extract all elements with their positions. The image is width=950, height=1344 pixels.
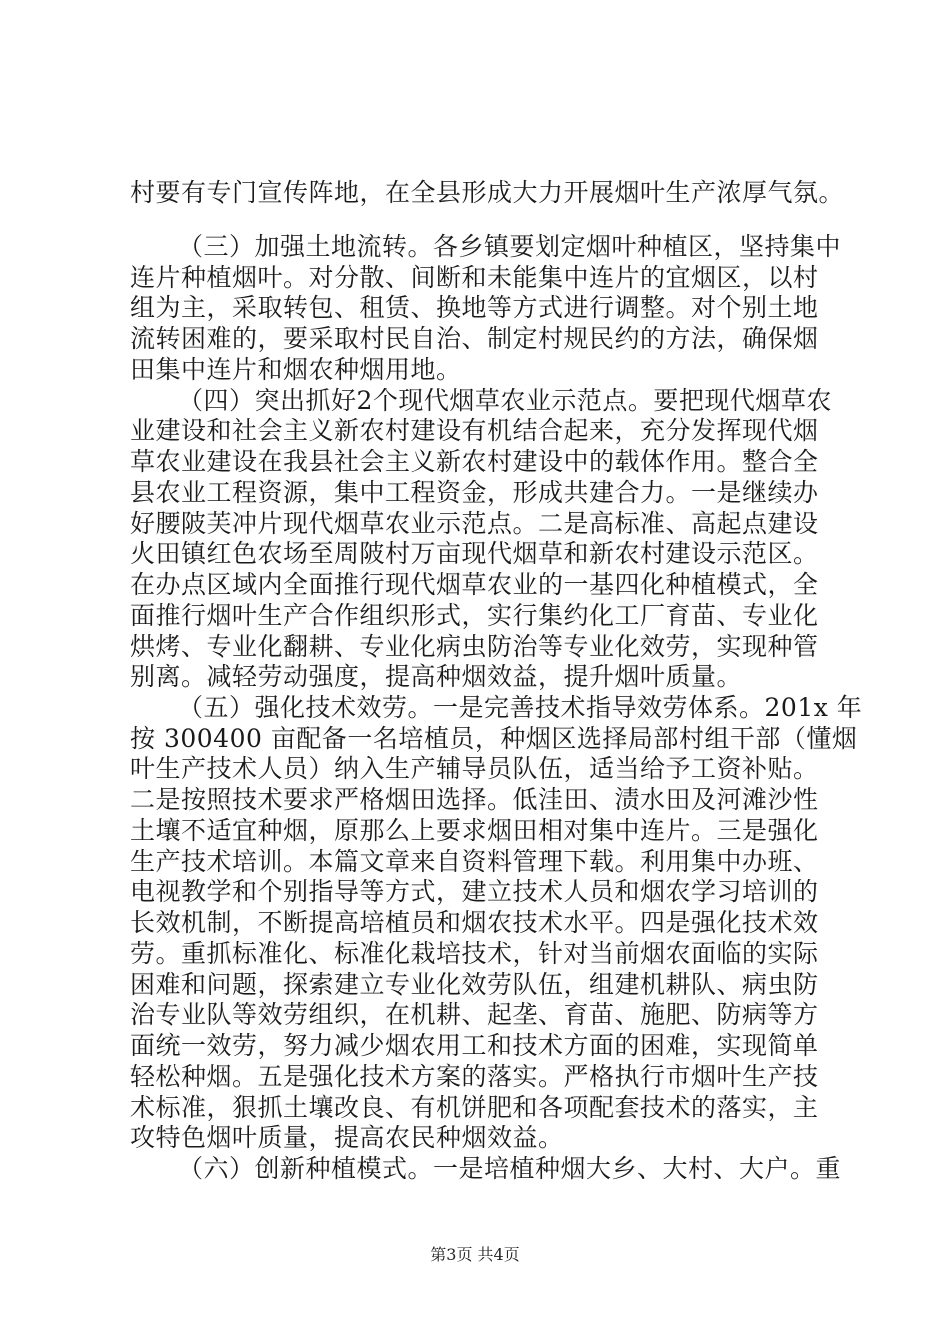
text-line: （六）创新种植模式。一是培植种烟大乡、大村、大户。重: [178, 1154, 842, 1183]
page-number-footer: 第3页 共4页: [430, 1245, 520, 1264]
text-line: 在办点区域内全面推行现代烟草农业的一基四化种植模式，全: [130, 570, 819, 599]
text-line: 别离。减轻劳动强度，提高种烟效益，提升烟叶质量。: [130, 662, 743, 691]
text-line: 县农业工程资源，集中工程资金，形成共建合力。一是继续办: [130, 478, 819, 507]
text-line: 攻特色烟叶质量，提高农民种烟效益。: [130, 1123, 564, 1152]
text-line: 土壤不适宜种烟，原那么上要求烟田相对集中连片。三是强化: [130, 816, 819, 845]
text-line: 火田镇红色农场至周陂村万亩现代烟草和新农村建设示范区。: [130, 539, 819, 568]
text-line: （五）强化技术效劳。一是完善技术指导效劳体系。201x 年: [178, 693, 863, 722]
text-line: 村要有专门宣传阵地，在全县形成大力开展烟叶生产浓厚气氛。: [130, 178, 845, 207]
text-line: 流转困难的，要采取村民自治、制定村规民约的方法，确保烟: [130, 324, 819, 353]
text-line: 治专业队等效劳组织，在机耕、起垄、育苗、施肥、防病等方: [130, 1000, 819, 1029]
text-line: 电视教学和个别指导等方式，建立技术人员和烟农学习培训的: [130, 877, 819, 906]
text-line: （三）加强土地流转。各乡镇要划定烟叶种植区，坚持集中: [178, 232, 842, 261]
text-line: 面推行烟叶生产合作组织形式，实行集约化工厂育苗、专业化: [130, 601, 819, 630]
text-line: 面统一效劳，努力减少烟农用工和技术方面的困难，实现简单: [130, 1031, 819, 1060]
text-line: 业建设和社会主义新农村建设有机结合起来，充分发挥现代烟: [130, 416, 819, 445]
text-line: 术标准，狠抓土壤改良、有机饼肥和各项配套技术的落实，主: [130, 1093, 819, 1122]
text-line: 长效机制，不断提高培植员和烟农技术水平。四是强化技术效: [130, 908, 819, 937]
text-line: 按 300400 亩配备一名培植员，种烟区选择局部村组干部（懂烟: [130, 724, 858, 753]
text-line: 劳。重抓标准化、标准化栽培技术，针对当前烟农面临的实际: [130, 939, 819, 968]
text-line: 烘烤、专业化翻耕、专业化病虫防治等专业化效劳，实现种管: [130, 632, 819, 661]
text-line: 困难和问题，探索建立专业化效劳队伍，组建机耕队、病虫防: [130, 970, 819, 999]
text-line: 二是按照技术要求严格烟田选择。低洼田、渍水田及河滩沙性: [130, 785, 819, 814]
text-line: 田集中连片和烟农种烟用地。: [130, 355, 462, 384]
text-line: 叶生产技术人员）纳入生产辅导员队伍，适当给予工资补贴。: [130, 754, 819, 783]
text-line: 轻松种烟。五是强化技术方案的落实。严格执行市烟叶生产技: [130, 1062, 819, 1091]
text-line: （四）突出抓好2个现代烟草农业示范点。要把现代烟草农: [178, 386, 832, 415]
text-line: 生产技术培训。本篇文章来自资料管理下载。利用集中办班、: [130, 847, 819, 876]
text-line: 好腰陂芙冲片现代烟草农业示范点。二是高标准、高起点建设: [130, 509, 819, 538]
text-line: 组为主，采取转包、租赁、换地等方式进行调整。对个别土地: [130, 293, 819, 322]
text-line: 草农业建设在我县社会主义新农村建设中的载体作用。整合全: [130, 447, 819, 476]
text-line: 连片种植烟叶。对分散、间断和未能集中连片的宜烟区，以村: [130, 263, 819, 292]
